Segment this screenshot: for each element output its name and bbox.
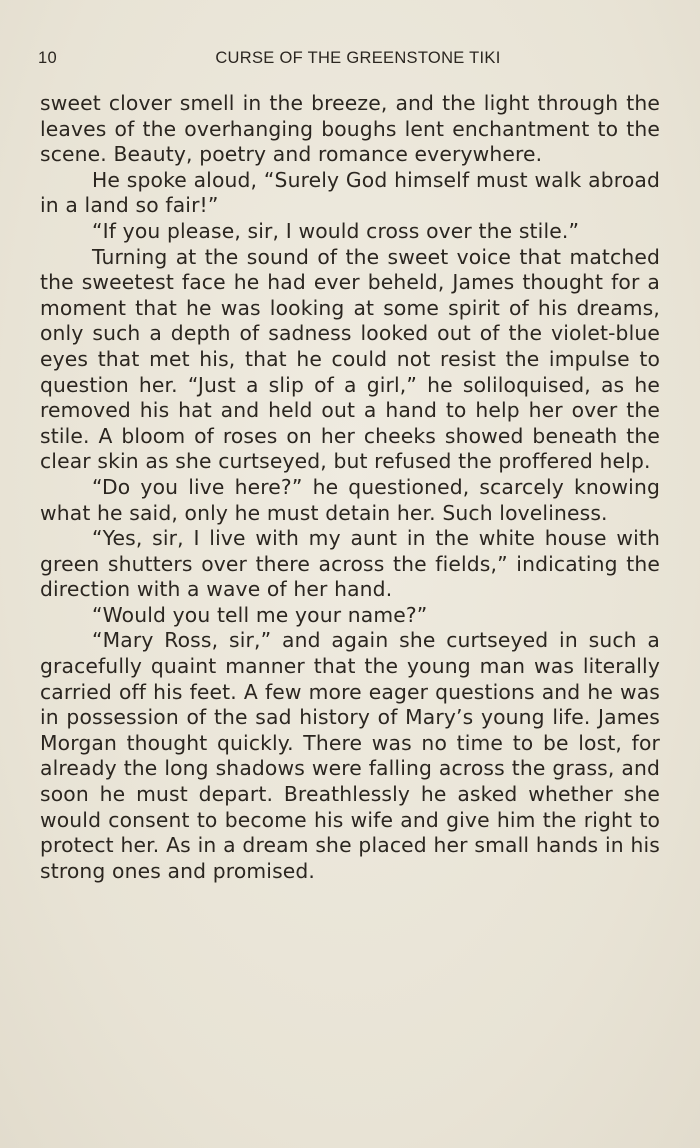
body-text [40,91,660,884]
paragraph: “Mary Ross, sir,” and again she curtseyed in such a gracefully quaint manner that the young man was literally carried off his feet. A few more eager questions and he was in possession of the sad history of Mary’s young life. James Morgan thought quickly. There was no time to be lost, for already the long shadows were falling across the grass, and soon he must depart. Breathlessly he asked whether she would consent to become his wife and give him the right to protect her. As in a dream she placed her small hands in his strong ones and promised. [40,628,660,883]
paragraph: “Do you live here?” he questioned, scarcely knowing what he said, only he must detain her. Such loveliness. [40,474,660,525]
paragraph: “Yes, sir, I live with my aunt in the white house with green shutters over there across the fields,” indicating the direction with a wave of her hand. [40,526,660,602]
paragraph: Turning at the sound of the sweet voice that matched the sweetest face he had ever beheld, James thought for a moment that he was looking at some spirit of his dreams, only such a depth of sadness looked out of the violet-blue eyes that met his, that he could not resist the impulse to question her. “Just a slip of a girl,” he soliloquised, as he removed his hat and held out a hand to help her over the stile. A bloom of roses on her cheeks showed beneath the clear skin as she curtseyed, but refused the proffered help. [40,244,660,474]
paragraph-continuation: sweet clover smell in the breeze, and the light through the leaves of the overhanging boughs lent enchantment to the scene. Beauty, poetry and romance everywhere. [40,91,660,167]
page-number: 10 [38,49,57,67]
paragraph: “If you please, sir, I would cross over the stile.” [92,218,580,243]
page-header [38,49,660,73]
paragraph: “Would you tell me your name?” [92,602,428,627]
paragraph: He spoke aloud, “Surely God himself must walk abroad in a land so fair!” [40,167,660,218]
running-title: CURSE OF THE GREENSTONE TIKI [215,49,501,67]
